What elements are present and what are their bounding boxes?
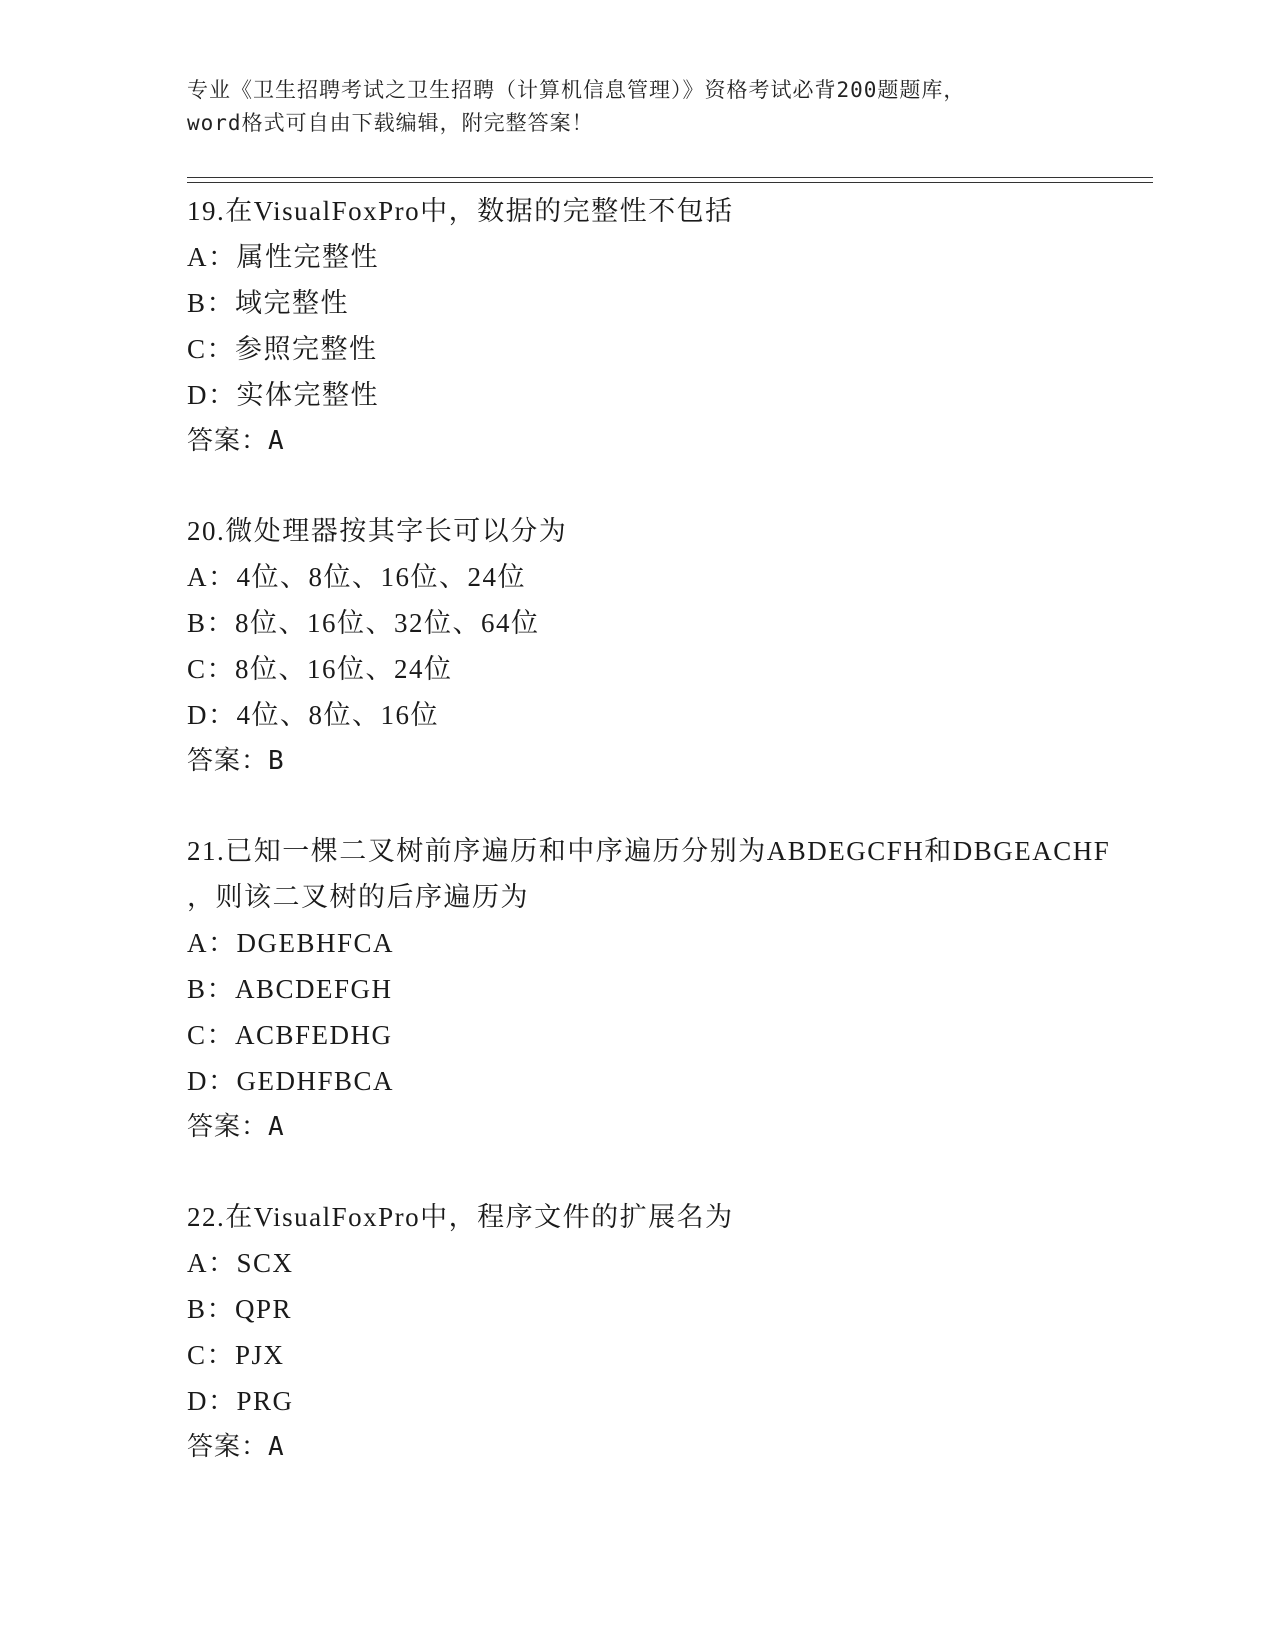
option-c: C：ACBFEDHG — [187, 1020, 393, 1050]
answer: 答案：B — [187, 746, 285, 776]
question-stem: 20.微处理器按其字长可以分为 — [187, 516, 568, 546]
header-line-2: word格式可自由下载编辑，附完整答案！ — [187, 111, 594, 135]
option-c: C：8位、16位、24位 — [187, 654, 453, 684]
option-c: C：参照完整性 — [187, 334, 378, 364]
answer: 答案：A — [187, 1112, 285, 1142]
question-stem-continued: ，则该二叉树的后序遍历为 — [187, 882, 529, 912]
option-b: B：QPR — [187, 1294, 293, 1324]
question-20 — [187, 508, 1187, 784]
option-a: A：属性完整性 — [187, 242, 379, 272]
option-b: B：8位、16位、32位、64位 — [187, 608, 540, 638]
option-d: D：4位、8位、16位 — [187, 700, 439, 730]
question-list — [187, 188, 1187, 1514]
question-stem: 21.已知一棵二叉树前序遍历和中序遍历分别为ABDEGCFH和DBGEACHF — [187, 836, 1111, 866]
answer: 答案：A — [187, 1432, 285, 1462]
header-line-1: 专业《卫生招聘考试之卫生招聘（计算机信息管理）》资格考试必背200题题库， — [187, 78, 966, 102]
option-d: D：GEDHFBCA — [187, 1066, 395, 1096]
option-b: B：ABCDEFGH — [187, 974, 393, 1004]
question-stem: 22.在VisualFoxPro中，程序文件的扩展名为 — [187, 1202, 734, 1232]
option-d: D：实体完整性 — [187, 380, 379, 410]
question-22 — [187, 1194, 1187, 1470]
option-a: A：SCX — [187, 1248, 294, 1278]
document-header — [187, 74, 1087, 140]
header-divider-bottom — [187, 182, 1153, 183]
question-stem: 19.在VisualFoxPro中，数据的完整性不包括 — [187, 196, 734, 226]
option-a: A：DGEBHFCA — [187, 928, 395, 958]
option-d: D：PRG — [187, 1386, 294, 1416]
option-c: C：PJX — [187, 1340, 285, 1370]
option-b: B：域完整性 — [187, 288, 350, 318]
question-21 — [187, 828, 1187, 1150]
option-a: A：4位、8位、16位、24位 — [187, 562, 526, 592]
header-divider-top — [187, 177, 1153, 178]
question-19 — [187, 188, 1187, 464]
answer: 答案：A — [187, 426, 285, 456]
